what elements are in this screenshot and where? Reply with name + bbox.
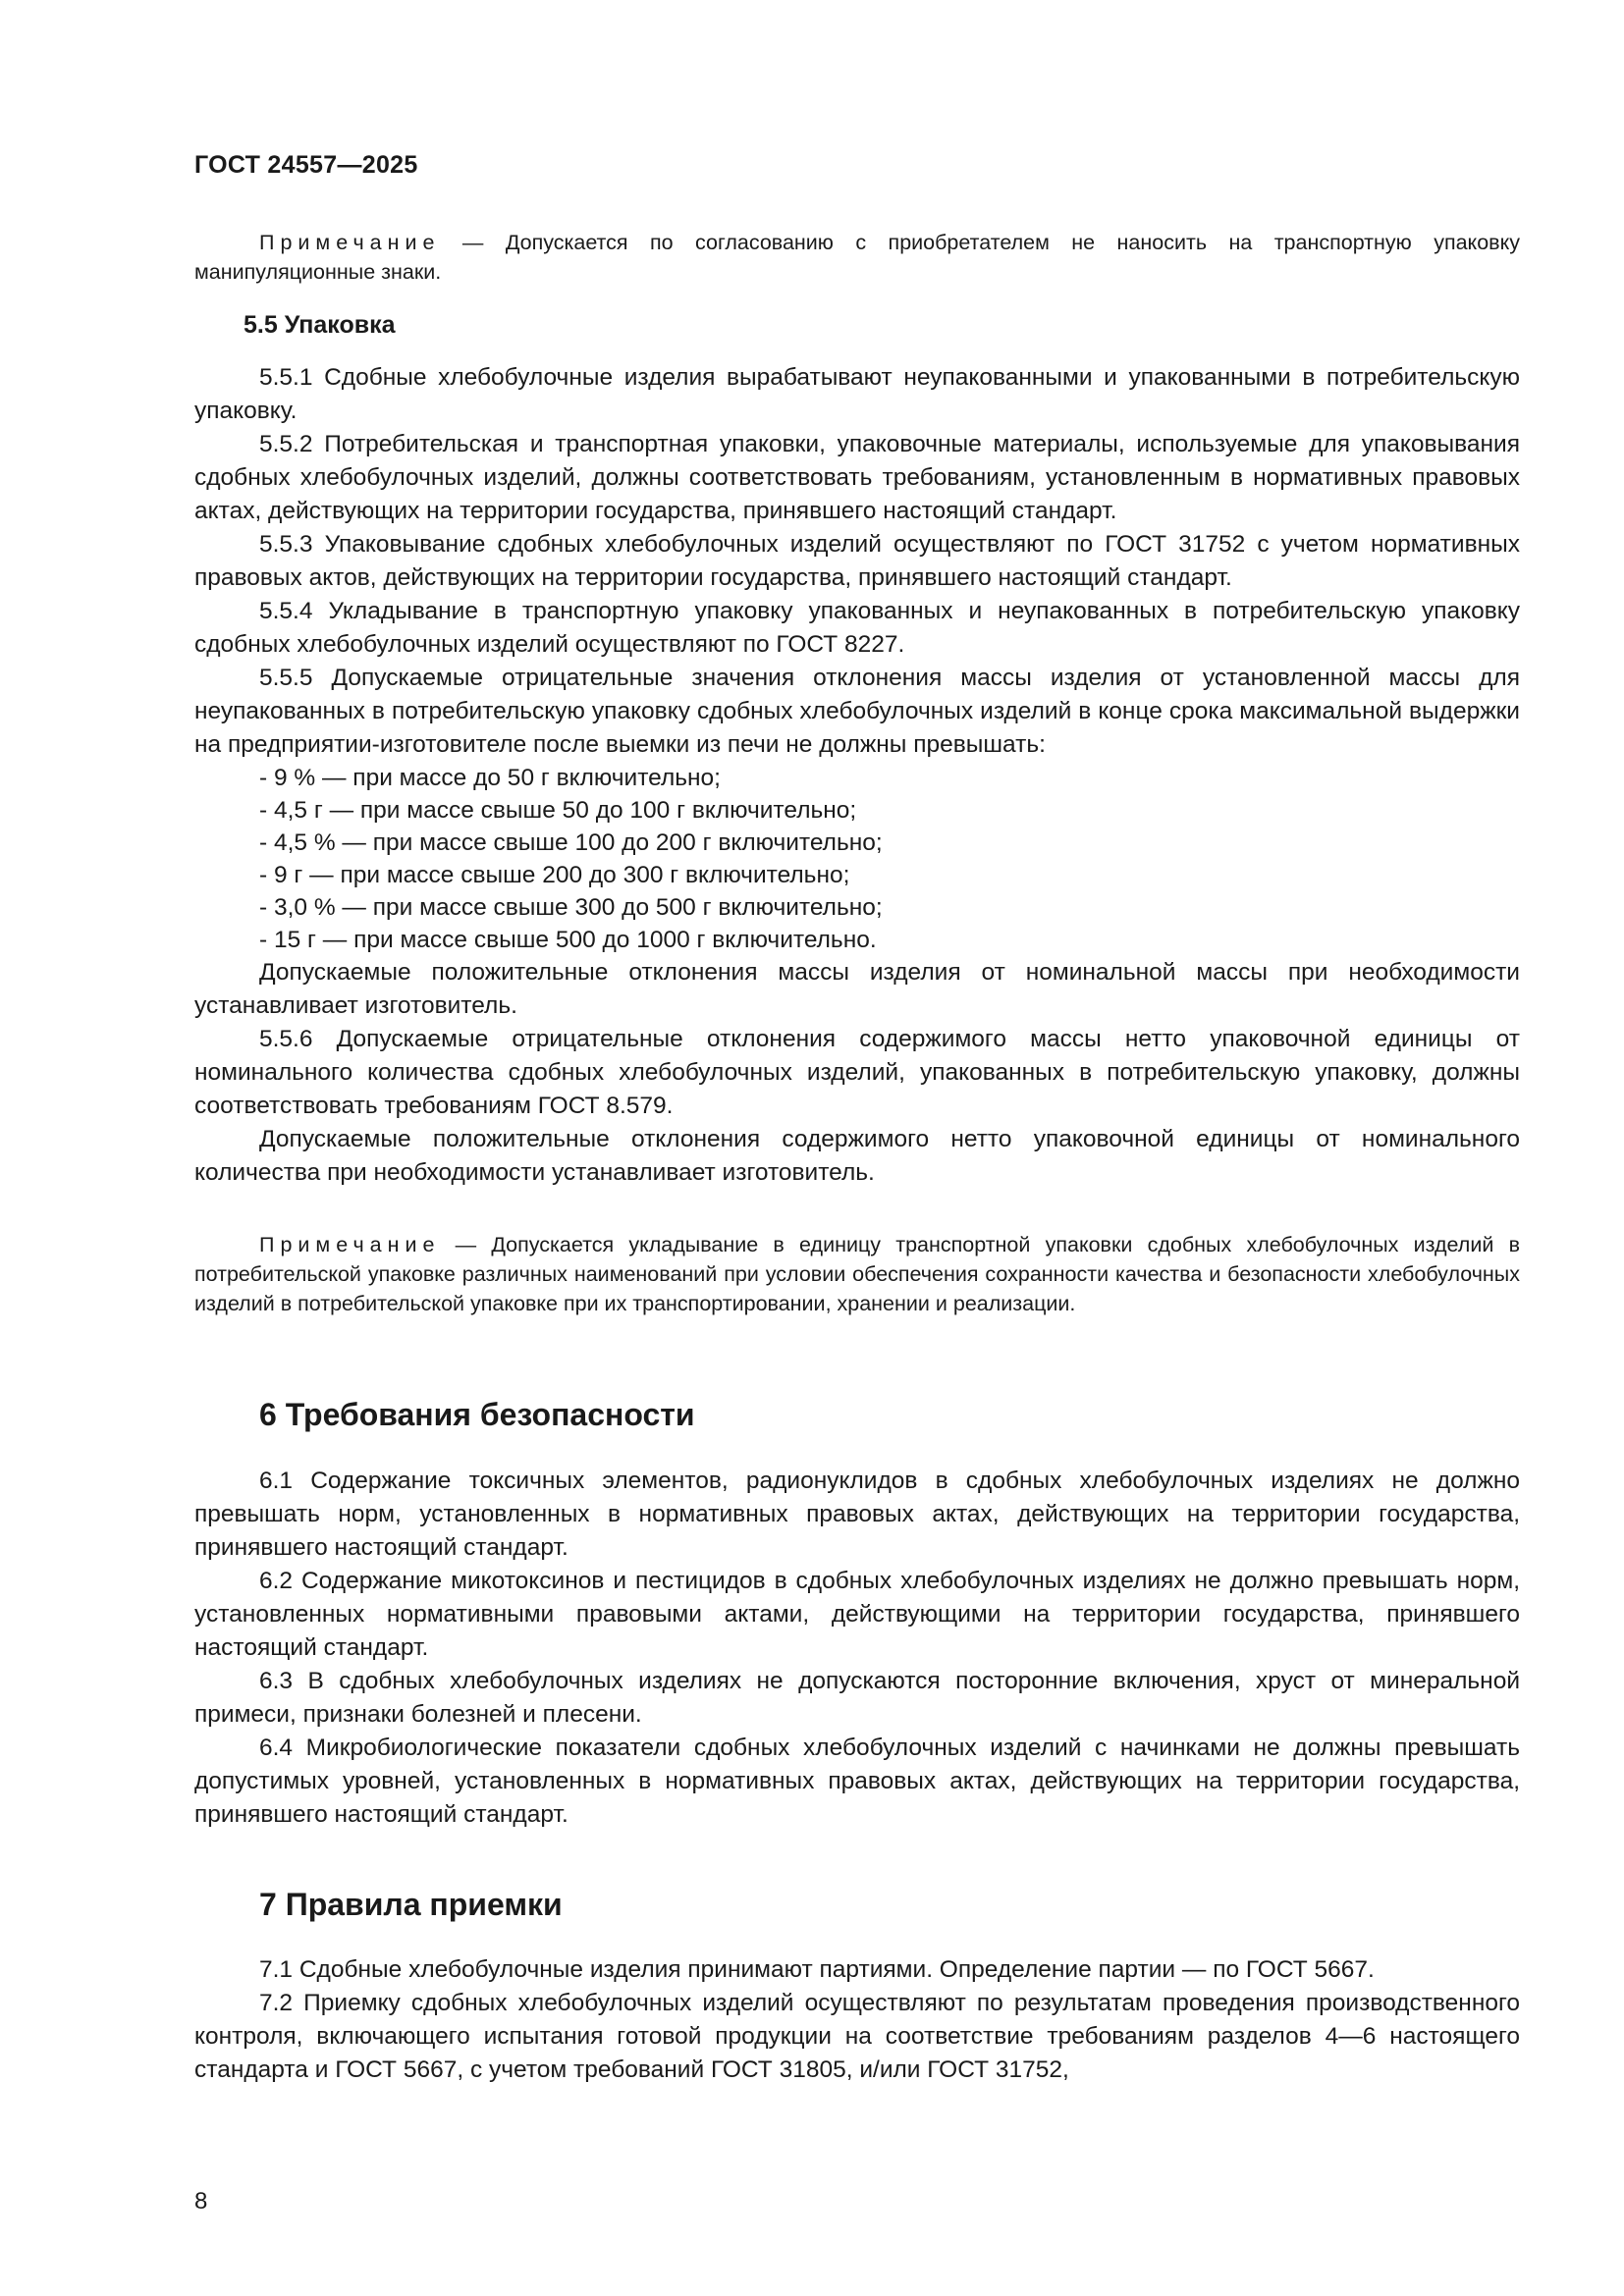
note-paragraph (194, 228, 1520, 287)
paragraph-6-1: 6.1 Содержание токсичных элементов, радионуклидов в сдобных хлебобулочных изделиях не должно превышать норм, установленных в нормативных правовых актах, действующих на территории государства, принявшего настоящий стандарт. (194, 1468, 1520, 1561)
paragraph-5-5-6: 5.5.6 Допускаемые отрицательные отклонения содержимого массы нетто упаковочной единицы от номинального количества сдобных хлебобулочных изделий, упакованных в потребительскую упаковку, должны соответствовать требованиям ГОСТ 8.579. (194, 1026, 1520, 1119)
paragraph-7-2: 7.2 Приемку сдобных хлебобулочных изделий осуществляют по результатам проведения производственного контроля, включающего испытания готовой продукции на соответствие требованиям разделов 4—6 настоящего стандарта и ГОСТ 5667, с учетом требований ГОСТ 31805, и/или ГОСТ 31752, (194, 1990, 1520, 2083)
paragraph-5-5-5: 5.5.5 Допускаемые отрицательные значения отклонения массы изделия от установленной массы для неупакованных в потребительскую упаковку сдобных хлебобулочных изделий в конце срока максимальной выдержки на предприятии-изготовителе после выемки из печи не должны превышать: (194, 665, 1520, 758)
note-1 (194, 228, 1520, 287)
note-text: — Допускается укладывание в единицу транспортной упаковки сдобных хлебобулочных изделий в потребительской упаковке различных наименований при условии обеспечения сохранности качества и безопасности хлебобулочных изделий в потребительской упаковке при их транспортировании, хранении и реализации. (194, 1233, 1520, 1315)
paragraph-5-5-5-positive: Допускаемые положительные отклонения массы изделия от номинальной массы при необходимости устанавливает изготовитель. (194, 959, 1520, 1019)
section-7 (194, 1887, 1520, 1923)
paragraph-7-1: 7.1 Сдобные хлебобулочные изделия принимают партиями. Определение партии — по ГОСТ 5667. (259, 1956, 1375, 1983)
paragraph-6-4: 6.4 Микробиологические показатели сдобных хлебобулочных изделий с начинками не должны превышать допустимых уровней, установленных в нормативных правовых актах, действующих на территории государства, принявшего настоящий стандарт. (194, 1735, 1520, 1828)
section-5-5-body (194, 361, 1520, 1190)
note-2 (194, 1230, 1520, 1318)
list-item: - 3,0 % — при массе свыше 300 до 500 г включительно; (259, 894, 883, 921)
mass-deviation-list (194, 762, 1520, 956)
list-item: - 15 г — при массе свыше 500 до 1000 г включительно. (259, 927, 877, 953)
section-7-body (194, 1953, 1520, 2087)
section-6-title: 6 Требования безопасности (259, 1397, 695, 1432)
list-item: - 9 г — при массе свыше 200 до 300 г включительно; (259, 862, 850, 888)
paragraph-5-5-6-positive: Допускаемые положительные отклонения содержимого нетто упаковочной единицы от номинального количества при необходимости устанавливает изготовитель. (194, 1126, 1520, 1186)
paragraph-5-5-1: 5.5.1 Сдобные хлебобулочные изделия вырабатывают неупакованными и упакованными в потребительскую упаковку. (194, 364, 1520, 424)
note-paragraph (194, 1230, 1520, 1318)
section-5-5-title: 5.5 Упаковка (244, 311, 396, 339)
list-item: - 9 % — при массе до 50 г включительно; (259, 765, 721, 791)
section-6-body (194, 1465, 1520, 1832)
paragraph-5-5-2: 5.5.2 Потребительская и транспортная упаковки, упаковочные материалы, используемые для упаковывания сдобных хлебобулочных изделий, должны соответствовать требованиям, установленным в нормативных правовых актах, действующих на территории государства, принявшего настоящий стандарт. (194, 431, 1520, 524)
list-item: - 4,5 % — при массе свыше 100 до 200 г включительно; (259, 829, 883, 856)
note-label: Примечание (259, 231, 441, 254)
paragraph-6-3: 6.3 В сдобных хлебобулочных изделиях не допускаются посторонние включения, хруст от минеральной примеси, признаки болезней и плесени. (194, 1668, 1520, 1728)
list-item: - 4,5 г — при массе свыше 50 до 100 г включительно; (259, 797, 857, 824)
paragraph-6-2: 6.2 Содержание микотоксинов и пестицидов в сдобных хлебобулочных изделиях не должно превышать норм, установленных нормативными правовыми актами, действующими на территории государства, принявшего настоящий стандарт. (194, 1568, 1520, 1661)
note-text: — Допускается по согласованию с приобретателем не наносить на транспортную упаковку манипуляционные знаки. (194, 231, 1520, 284)
paragraph-5-5-3: 5.5.3 Упаковывание сдобных хлебобулочных изделий осуществляют по ГОСТ 31752 с учетом нормативных правовых актов, действующих на территории государства, принявшего настоящий стандарт. (194, 531, 1520, 591)
document-id-header: ГОСТ 24557—2025 (194, 151, 418, 179)
paragraph-5-5-4: 5.5.4 Укладывание в транспортную упаковку упакованных и неупакованных в потребительскую упаковку сдобных хлебобулочных изделий осуществляют по ГОСТ 8227. (194, 598, 1520, 658)
section-6 (194, 1397, 1520, 1433)
page-number: 8 (194, 2188, 208, 2215)
note-label: Примечание (259, 1233, 441, 1256)
section-5-5 (194, 311, 1520, 340)
section-7-title: 7 Правила приемки (259, 1887, 563, 1922)
